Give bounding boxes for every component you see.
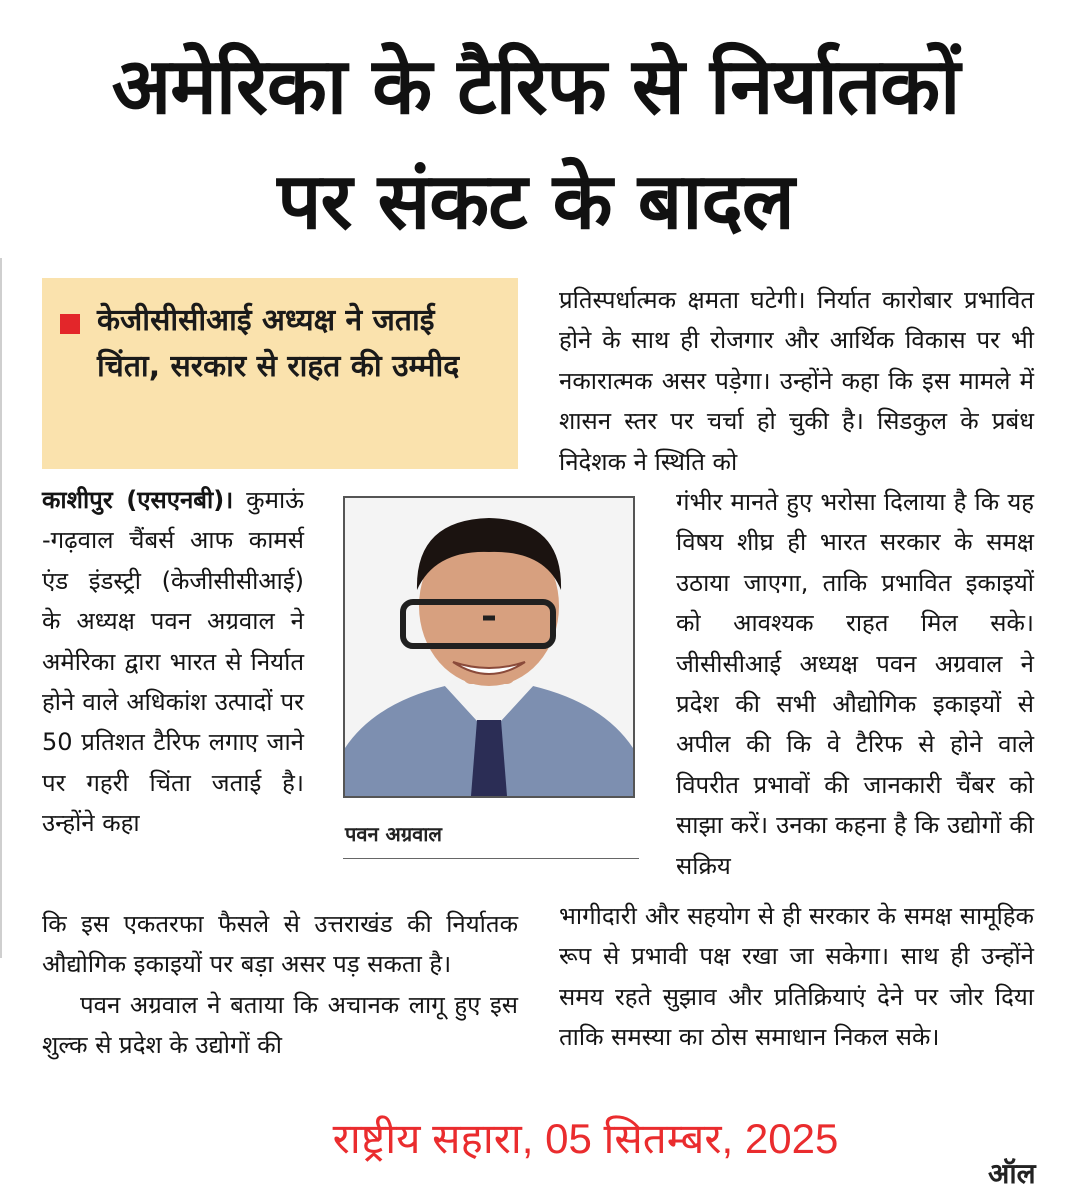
dateline: काशीपुर (एसएनबी)। — [42, 486, 234, 514]
photo-caption: पवन अग्रवाल — [345, 822, 442, 846]
headline-line-2: पर संकट के बादल — [277, 157, 794, 247]
subheadline-text: केजीसीसीआई अध्यक्ष ने जताई चिंता, सरकार से राहत की उम्मीद — [97, 303, 460, 384]
article-right-top-column — [559, 280, 1034, 482]
left-wide-paragraph-1: कि इस एकतरफा फैसले से उत्तराखंड की निर्यातक औद्योगिक इकाइयों पर बड़ा असर पड़ सकता है। — [42, 910, 518, 979]
source-attribution: राष्ट्रीय सहारा, 05 सितम्बर, 2025 — [332, 1115, 839, 1162]
article-right-bottom-column — [559, 896, 1034, 1058]
article-left-wide-column — [42, 904, 518, 1066]
headline-line-1: अमेरिका के टैरिफ से निर्यातकों — [111, 42, 960, 132]
left-column-text: कुमाऊं -गढ़वाल चैंबर्स आफ कामर्स एंड इंडस्ट्री (केजीसीसीआई) के अध्यक्ष पवन अग्रवाल ने अमेरिका द्वारा भारत से निर्यात होने वाले अधिकांश उत्पादों पर 50 प्रतिशत टैरिफ लगाए जाने पर गहरी चिंता जताई है। उन्होंने कहा — [42, 486, 304, 838]
caption-divider — [343, 858, 639, 859]
left-wide-paragraph-2: पवन अग्रवाल ने बताया कि अचानक लागू हुए इस शुल्क से प्रदेश के उद्योगों की — [42, 990, 518, 1060]
right-top-text: प्रतिस्पर्धात्मक क्षमता घटेगी। निर्यात कारोबार प्रभावित होने के साथ ही रोजगार और आर्थिक विकास पर भी नकारात्मक असर पड़ेगा। उन्होंने कहा कि इस मामले में शासन स्तर पर चर्चा हो चुकी है। सिडकुल के प्रबंध निदेशक ने स्थिति को — [559, 286, 1034, 476]
page-edge-shadow — [0, 258, 2, 958]
portrait-illustration — [345, 498, 633, 796]
right-bottom-text: भागीदारी और सहयोग से ही सरकार के समक्ष सामूहिक रूप से प्रभावी पक्ष रखा जा सकेगा। साथ ही उन्होंने समय रहते सुझाव और प्रतिक्रियाएं देने पर जोर दिया ताकि समस्या का ठोस समाधान निकल सके। — [559, 902, 1034, 1052]
subheadline-box — [42, 278, 518, 469]
red-square-bullet-icon — [60, 314, 80, 334]
right-middle-text: गंभीर मानते हुए भरोसा दिलाया है कि यह विषय शीघ्र ही भारत सरकार के समक्ष उठाया जाएगा, ताकि प्रभावित इकाइयों को आवश्यक राहत मिल सके। जीसीसीआई अध्यक्ष पवन अग्रवाल ने प्रदेश की सभी औद्योगिक इकाइयों से अपील की कि वे टैरिफ से होने वाले विपरीत प्रभावों की जानकारी चैंबर को साझा करें। उनका कहना है कि उद्योगों की सक्रिय — [676, 488, 1034, 880]
cut-off-corner-text: ऑल — [988, 1157, 1036, 1190]
portrait-photo — [343, 496, 635, 798]
article-left-column — [42, 480, 304, 844]
article-right-middle-column — [676, 482, 1034, 886]
